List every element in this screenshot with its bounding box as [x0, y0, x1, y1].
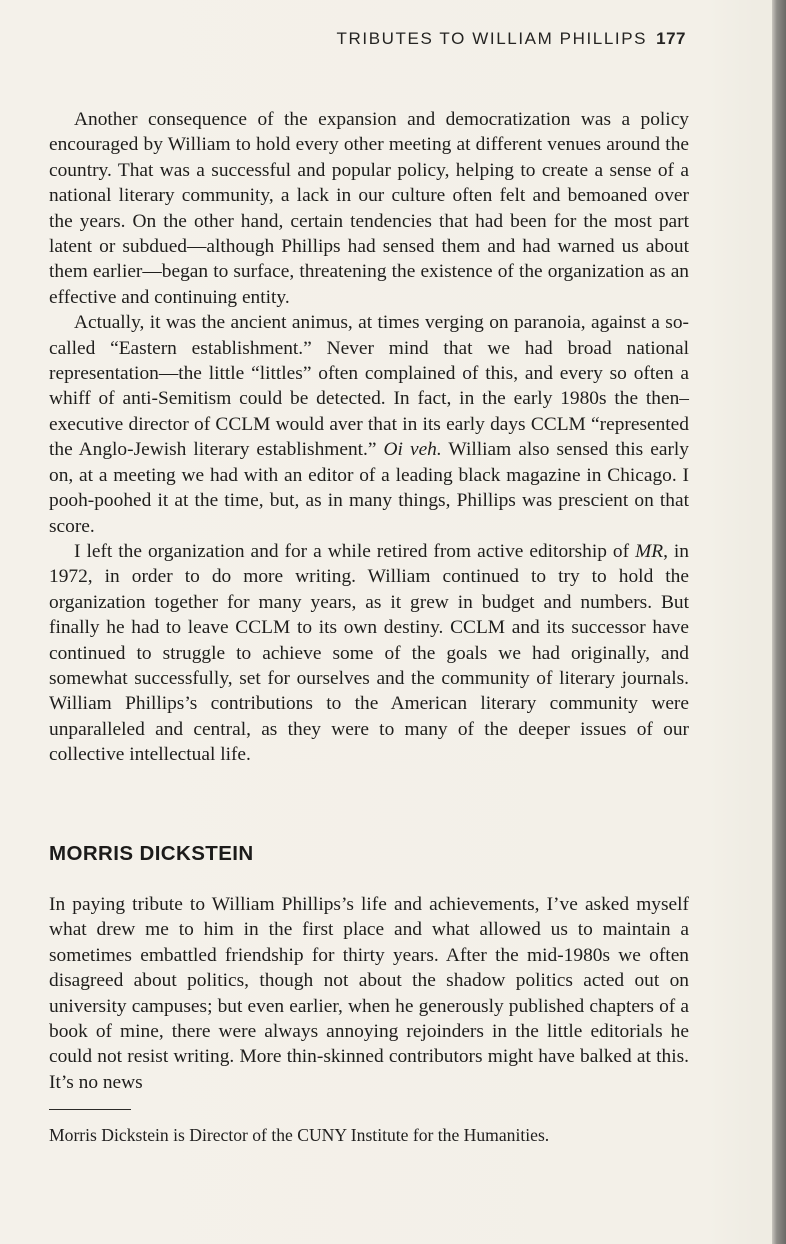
text-run: William also sensed this early on, at a meeting we had with an editor of a leading black magazine in Chicago. I pooh-poohed it at the time, but, as in many things, Phillips was prescient on that score. — [49, 439, 690, 537]
running-head-title: TRIBUTES TO WILLIAM PHILLIPS — [336, 29, 648, 48]
paragraph — [49, 539, 689, 768]
body-text-lower — [49, 892, 689, 1095]
text-run: I left the organization and for a while retired from active editorship of — [74, 540, 636, 562]
body-text-upper — [49, 107, 689, 768]
text-run: Actually, it was the ancient animus, at times verging on paranoia, against a so-called “Eastern establishment.” Never mind that we had broad national representation—the little “littles” often complained of this, and every so often a whiff of anti-Semitism could be detected. In fact, in the early 1980s the then–executive director of CCLM would aver that in its early days CCLM “represented the Anglo-Jewish literary establishment.” — [49, 312, 689, 461]
text-run: Another consequence of the expansion and democratization was a policy encouraged by William to hold every other meeting at different venues around the country. That was a successful and popular policy, helping to create a sense of a national literary community, a lack in our culture often felt and bemoaned over the years. On the other hand, certain tendencies that had been for the most part latent or subdued—although Phillips had sensed them and had warned us about them earlier—began to surface, threatening the existence of the organization as an effective and continuing entity. — [49, 109, 689, 308]
footnote: Morris Dickstein is Director of the CUNY Institute for the Humanities. — [49, 1125, 550, 1145]
paragraph — [49, 892, 689, 1095]
text-run: , in 1972, in order to do more writing. William continued to try to hold the organization together for many years, as it grew in budget and numbers. But finally he had to leave CCLM to its own destiny. CCLM and its successor have continued to struggle to achieve some of the goals we had originally, and somewhat successfully, set for ourselves and the community of literary journals. William Phillips’s contributions to the American literary community were unparalleled and central, as they were to many of the deeper issues of our collective intellectual life. — [49, 540, 689, 766]
text-run: In paying tribute to William Phillips’s life and achievements, I’ve asked myself what drew me to him in the first place and what allowed us to maintain a sometimes embattled friendship for thirty years. After the mid-1980s we often disagreed about politics, though not about the shadow politics acted out on university campuses; but even earlier, when he generously published chapters of a book of mine, there were always annoying rejoinders in the little editorials he could not resist writing. More thin-skinned contributors might have balked at this. It’s no news — [49, 894, 689, 1093]
footnote-divider — [49, 1109, 131, 1110]
page-edge-shadow — [772, 0, 786, 1244]
page-number: 177 — [656, 29, 686, 48]
italic-text: MR — [635, 540, 664, 562]
paragraph — [49, 107, 689, 310]
running-head — [337, 29, 686, 49]
paragraph — [49, 310, 689, 539]
section-heading: MORRIS DICKSTEIN — [49, 842, 254, 865]
italic-text: Oi veh. — [383, 439, 442, 461]
